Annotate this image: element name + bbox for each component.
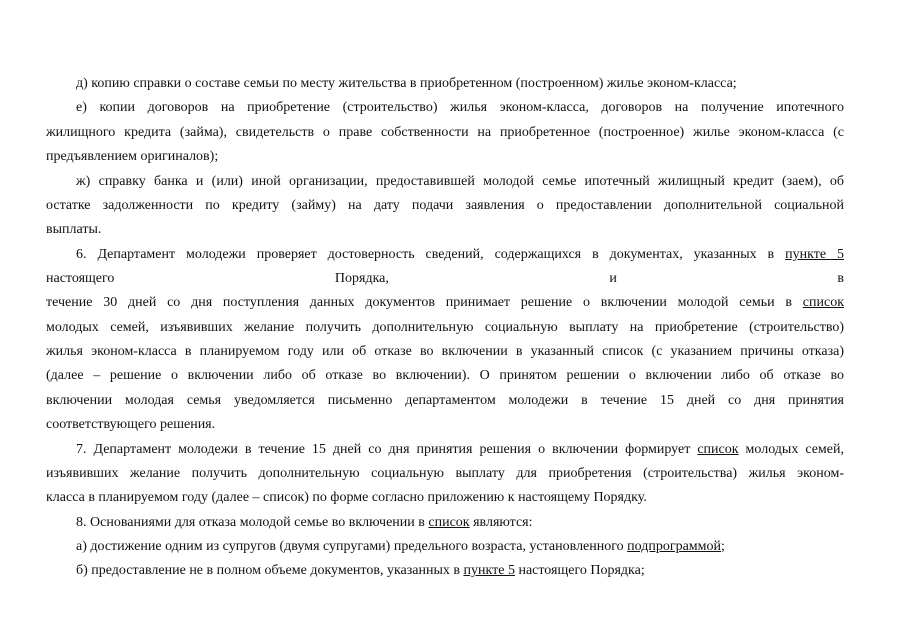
paragraph-d-line-1: д) копию справки о составе семьи по месту жительства в приобретенном (построенном) жилье эконом-класса; bbox=[76, 76, 737, 91]
paragraph-7-line-2: изъявивших желание получить дополнительную социальную выплату для приобретения (строительства) жилья эконом- bbox=[46, 466, 844, 481]
paragraph-e-line-3: предъявлением оригиналов); bbox=[46, 149, 219, 164]
link-spisok-2[interactable]: список bbox=[697, 442, 739, 457]
paragraph-6-line-1 bbox=[46, 243, 844, 267]
paragraph-8a-line-1 bbox=[46, 535, 844, 559]
paragraph-8b-line-1 bbox=[46, 559, 844, 583]
paragraph-6-line-3-text: течение 30 дней со дня поступления данных документов принимает решение о включении молодой семьи в bbox=[46, 295, 803, 310]
paragraph-6-line-3 bbox=[46, 291, 844, 315]
paragraph-7-line-1-tail: молодых семей, bbox=[738, 442, 844, 457]
paragraph-7-line-1-text: 7. Департамент молодежи в течение 15 дней со дня принятия решения о включении формирует bbox=[76, 442, 698, 457]
paragraph-8-line-1 bbox=[46, 511, 844, 535]
paragraph-8-line-1-text: 8. Основаниями для отказа молодой семье во включении в bbox=[76, 515, 429, 530]
paragraph-e-line-1: е) копии договоров на приобретение (строительство) жилья эконом-класса, договоров на получение ипотечного bbox=[76, 100, 844, 115]
paragraph-6-line-4: молодых семей, изъявивших желание получить дополнительную социальную выплату на приобретение (строительство) bbox=[46, 320, 844, 335]
link-podprogramma[interactable]: подпрограммой bbox=[627, 539, 722, 554]
paragraph-6-line-8: соответствующего решения. bbox=[46, 417, 216, 432]
paragraph-6-line-1-text: 6. Департамент молодежи проверяет достоверность сведений, содержащихся в документах, указанных в bbox=[76, 247, 786, 262]
paragraph-6-line-7: включении молодая семья уведомляется письменно департаментом молодежи в течение 15 дней со дня принятия bbox=[46, 393, 844, 408]
paragraph-zh-line-2: остатке задолженности по кредиту (займу) на дату подачи заявления о предоставлении дополнительной социальной bbox=[46, 198, 844, 213]
paragraph-zh-line-3: выплаты. bbox=[46, 222, 102, 237]
paragraph-e-line-2: жилищного кредита (займа), свидетельств о праве собственности на приобретенное (построенное) жилье эконом-класса (с bbox=[46, 125, 844, 140]
paragraph-8b-line-1-text: б) предоставление не в полном объеме документов, указанных в bbox=[76, 563, 464, 578]
paragraph-zh-line-1: ж) справку банка и (или) иной организации, предоставившей молодой семье ипотечный жилищный кредит (заем), об bbox=[76, 174, 844, 189]
paragraph-8b-line-1-tail: настоящего Порядка; bbox=[514, 563, 645, 578]
link-punkt-5[interactable]: пункте 5 bbox=[785, 247, 844, 262]
paragraph-6-line-6: (далее – решение о включении либо об отказе во включении). О принятом решении о включении либо об отказе во bbox=[46, 368, 844, 383]
link-punkt-5-second[interactable]: пункте 5 bbox=[463, 563, 515, 578]
paragraph-7-line-1 bbox=[46, 438, 844, 462]
paragraph-8a-line-1-text: а) достижение одним из супругов (двумя супругами) предельного возраста, установленного bbox=[76, 539, 628, 554]
paragraph-6-line-5: жилья эконом-класса в планируемом году или об отказе во включении в указанный список (с указанием причины отказа) bbox=[46, 344, 844, 359]
link-spisok-3[interactable]: список bbox=[428, 515, 470, 530]
paragraph-8a-line-1-tail: ; bbox=[721, 539, 725, 554]
paragraph-8-line-1-tail: являются: bbox=[469, 515, 533, 530]
paragraph-7-line-3: класса в планируемом году (далее – список) по форме согласно приложению к настоящему Порядку. bbox=[46, 490, 647, 505]
link-spisok-1[interactable]: список bbox=[802, 295, 844, 310]
paragraph-6-line-2: настоящего Порядка, и в bbox=[46, 271, 844, 286]
